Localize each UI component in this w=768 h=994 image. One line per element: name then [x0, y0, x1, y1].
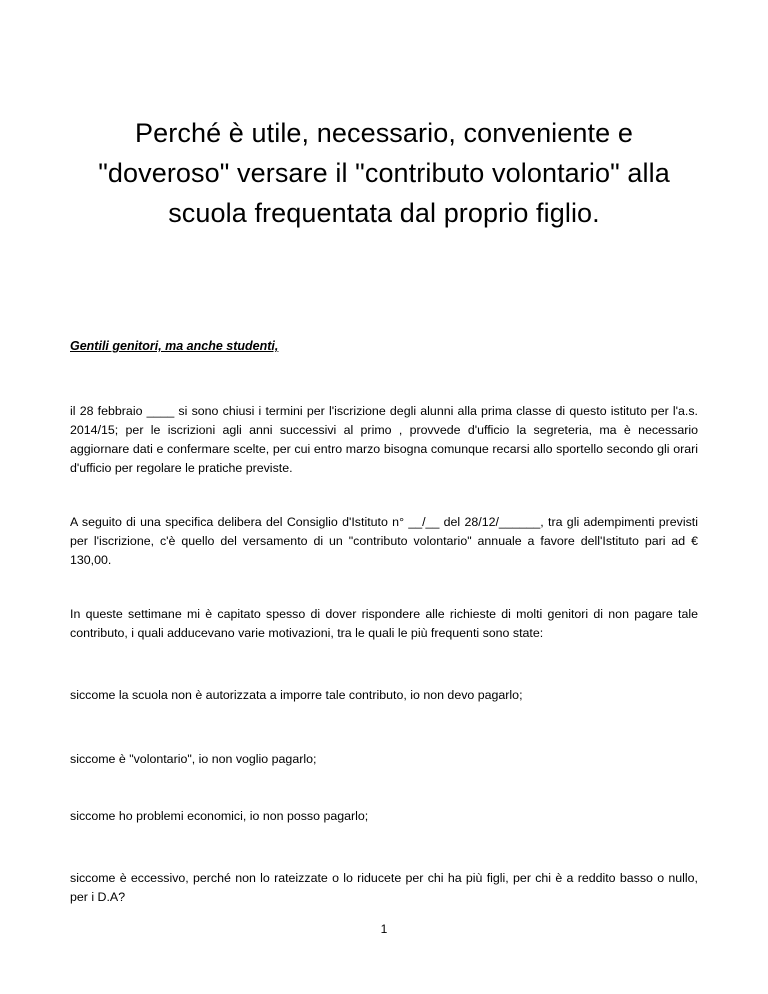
- page-number: 1: [380, 922, 388, 936]
- reason-voluntary: siccome è "volontario", io non voglio pagarlo;: [70, 752, 317, 766]
- paragraph-deliberation: A seguito di una specifica delibera del Consiglio d'Istituto n° __/__ del 28/12/______, tra gli adempimenti previsti per l'iscrizione, c'è quello del versamento di un "contributo volontario" annuale a favore dell'Istituto pari ad € 130,00.: [70, 515, 698, 567]
- reason-not-authorized: siccome la scuola non è autorizzata a imporre tale contributo, io non devo pagarlo;: [70, 688, 523, 702]
- title-line-3: scuola frequentata dal proprio figlio.: [168, 198, 600, 228]
- reason-economic-problems: siccome ho problemi economici, io non posso pagarlo;: [70, 809, 369, 823]
- paragraph-requests: In queste settimane mi è capitato spesso di dover rispondere alle richieste di molti genitori di non pagare tale contributo, i quali adducevano varie motivazioni, tra le quali le più frequenti sono state:: [70, 607, 698, 640]
- title-line-2: "doveroso" versare il "contributo volontario" alla: [98, 158, 670, 188]
- paragraph-enrollment: il 28 febbraio ____ si sono chiusi i termini per l'iscrizione degli alunni alla prima classe di questo istituto per l'a.s. 2014/15; per le iscrizioni agli anni successivi al primo , provvede d'ufficio la segreteria, ma è necessario aggiornare dati e confermare scelte, per cui entro marzo bisogna comunque recarsi allo sportello secondo gli orari d'ufficio per regolare le pratiche previste.: [70, 404, 698, 475]
- reason-excessive: siccome è eccessivo, perché non lo rateizzate o lo riducete per chi ha più figli, per chi è a reddito basso o nullo, per i D.A?: [70, 871, 698, 904]
- greeting: Gentili genitori, ma anche studenti,: [70, 339, 279, 353]
- document-title: [70, 113, 698, 233]
- title-line-1: Perché è utile, necessario, conveniente e: [135, 118, 633, 148]
